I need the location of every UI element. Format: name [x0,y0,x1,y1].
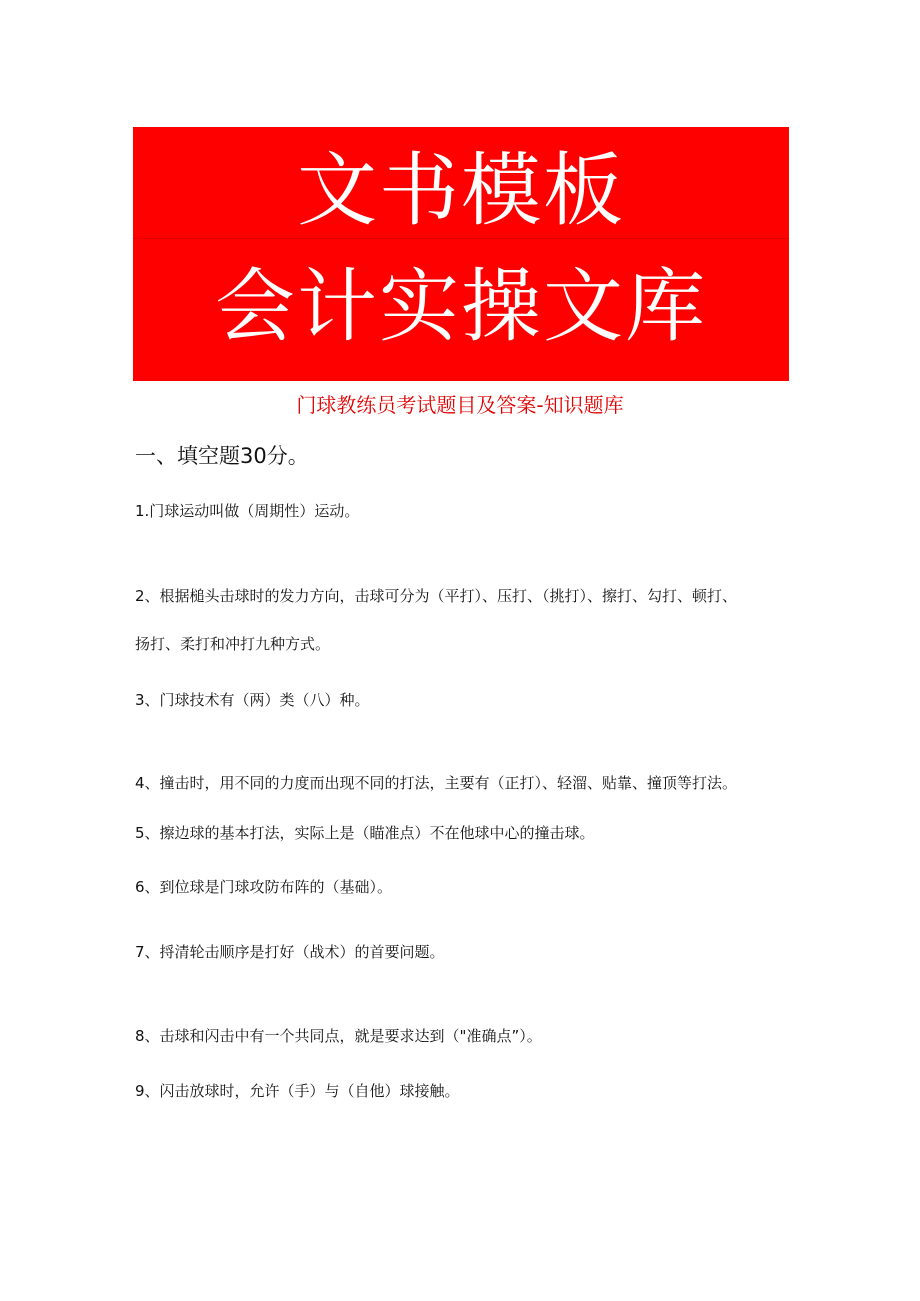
question-9: 9、闪击放球时，允许（手）与（自他）球接触。 [135,1082,460,1100]
question-3: 3、门球技术有（两）类（八）种。 [135,691,370,709]
banner-divider [133,238,789,239]
banner-title-line-1: 文书模板 [297,144,625,237]
question-1: 1.门球运动叫做（周期性）运动。 [135,502,360,520]
title-banner [133,127,789,381]
section-heading: 一、填空题30分。 [135,444,309,468]
question-2: 2、根据槌头击球时的发力方向，击球可分为（平打）、压打、（挑打）、擦打、勾打、顿打、 [135,587,738,605]
document-subtitle: 门球教练员考试题目及答案-知识题库 [296,393,624,417]
question-5: 5、擦边球的基本打法，实际上是（瞄准点）不在他球中心的撞击球。 [135,824,595,842]
question-8: 8、击球和闪击中有一个共同点，就是要求达到（"准确点”）。 [135,1027,542,1045]
banner-title-line-2: 会计实操文库 [215,260,707,353]
question-4: 4、撞击时，用不同的力度而出现不同的打法，主要有（正打）、轻溜、贴靠、撞顶等打法。 [135,774,738,792]
question-7: 7、捋清轮击顺序是打好（战术）的首要问题。 [135,943,445,961]
question-6: 6、到位球是门球攻防布阵的（基础）。 [135,878,393,896]
question-2-continued: 扬打、柔打和冲打九种方式。 [135,635,331,653]
